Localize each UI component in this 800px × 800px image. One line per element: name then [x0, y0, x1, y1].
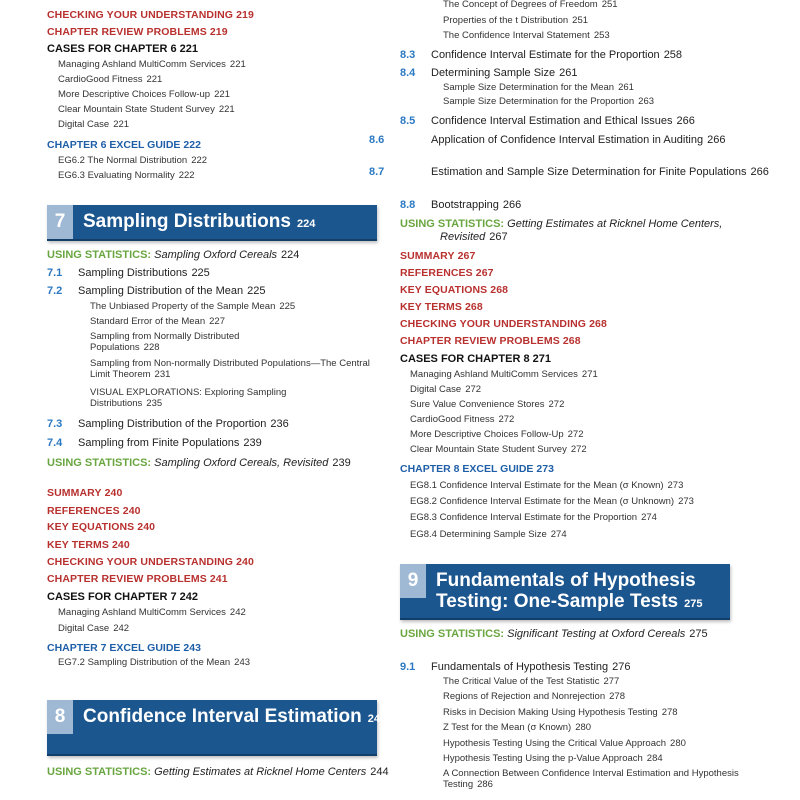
- chapter8-end-item-page: 267: [457, 250, 476, 262]
- section-8-8-number: 8.8: [400, 199, 416, 211]
- section-9-1-sub: [443, 769, 743, 791]
- case6-item: [58, 75, 162, 86]
- section-8-5-number: 8.5: [400, 115, 416, 127]
- section-9-1: [400, 661, 630, 674]
- section-8-8: [400, 199, 521, 212]
- chapter7-end-item-page: 241: [209, 573, 228, 585]
- excel8-item-label: EG8.1 Confidence Interval Estimate for the Mean (σ Known): [410, 480, 664, 491]
- cases-chapter-8: [400, 353, 551, 366]
- chapter7-end-item-label: CHECKING YOUR UNDERSTANDING: [47, 556, 234, 568]
- section-7-2-sub-label: Sampling from Normally Distributed Populations: [90, 331, 240, 353]
- excel-guide-8: [400, 463, 554, 475]
- section-8-6-number: 8.6: [369, 134, 385, 146]
- chapter8-end-item: [400, 335, 581, 347]
- excel8-item-label: EG8.2 Confidence Interval Estimate for the Mean (σ Unknown): [410, 496, 675, 507]
- chapter-8-banner-title-block: [83, 706, 403, 730]
- using-statistics-8-revisited-title: Getting Estimates at Ricknel Home Centers, Revisited: [440, 218, 723, 243]
- case6-item-page: 221: [229, 59, 246, 70]
- chapter7-end-item: [47, 573, 228, 585]
- chapter-9-banner-number: 9: [400, 564, 426, 598]
- case8-item: [410, 430, 584, 441]
- chapter7-end-item-label: REFERENCES: [47, 505, 120, 517]
- using-statistics-8-revisited: [400, 218, 760, 243]
- section-9-1-sub-page: 278: [661, 707, 678, 718]
- section-7-2-sub: [90, 359, 370, 381]
- section-9-1-sub-page: 286: [477, 778, 493, 790]
- section-8-5-page: 266: [676, 115, 695, 127]
- case8-item-label: CardioGood Fitness: [410, 414, 495, 425]
- cases-chapter-7: [47, 591, 198, 604]
- excel-guide-6-title: CHAPTER 6 EXCEL GUIDE: [47, 139, 181, 151]
- section-7-4: [47, 437, 262, 450]
- section-7-1-page: 225: [191, 267, 210, 279]
- chapter7-end-item-page: 240: [137, 521, 156, 533]
- section-7-2-sub-label: Standard Error of the Mean: [90, 316, 206, 327]
- section-7-4-number: 7.4: [47, 437, 63, 449]
- case8-item-page: 272: [465, 384, 482, 395]
- case8-item: [410, 370, 598, 381]
- excel8-item-page: 274: [550, 529, 567, 540]
- section-8-2-sub: [443, 16, 588, 27]
- section-8-5: [400, 115, 695, 128]
- chapter-9-banner-title-block: [436, 570, 756, 615]
- excel8-item-page: 273: [667, 480, 684, 491]
- section-8-7-number: 8.7: [369, 166, 385, 178]
- chapter-7-banner-number: 7: [47, 205, 73, 239]
- section-8-4-sub: [443, 97, 654, 108]
- excel7-item: [58, 658, 250, 669]
- excel-guide-6-page: 222: [183, 139, 201, 151]
- chapter7-end-item-label: KEY EQUATIONS: [47, 521, 135, 533]
- section-8-4-sub: [443, 83, 634, 94]
- section-9-1-sub-label: Risks in Decision Making Using Hypothesis Testing: [443, 707, 658, 718]
- section-8-4-sub-page: 261: [618, 82, 634, 93]
- section-9-1-sub-page: 277: [603, 676, 620, 687]
- using-statistics-9-page: 275: [689, 628, 708, 640]
- chapter8-end-item-page: 268: [589, 318, 607, 330]
- case8-item-page: 271: [581, 369, 598, 380]
- case7-item: [58, 608, 246, 619]
- chapter8-end-item-label: KEY TERMS: [400, 301, 462, 313]
- chapter-8-banner-page: 244: [367, 713, 387, 725]
- section-8-3-page: 258: [663, 49, 683, 61]
- case8-item: [410, 385, 481, 396]
- section-8-6-page: 266: [707, 134, 726, 146]
- section-7-2-sub-page: 225: [279, 301, 296, 312]
- checking-understanding-6-page: 219: [236, 9, 254, 21]
- section-8-2-sub-label: The Concept of Degrees of Freedom: [443, 0, 598, 10]
- case8-item-label: More Descriptive Choices Follow-Up: [410, 429, 564, 440]
- section-9-1-sub-page: 280: [575, 722, 592, 733]
- excel8-item: [410, 530, 567, 541]
- case6-item-page: 221: [214, 89, 230, 100]
- cases-chapter-6: [47, 43, 198, 56]
- case8-item: [410, 400, 564, 411]
- chapter8-end-item-page: 268: [464, 301, 483, 313]
- section-9-1-sub-label: Z Test for the Mean (σ Known): [443, 722, 572, 733]
- excel8-item: [410, 481, 683, 492]
- case8-item-page: 272: [548, 399, 565, 410]
- section-7-2-sub-page: 235: [146, 397, 163, 409]
- section-8-4-sub-label: Sample Size Determination for the Proportion: [443, 96, 635, 107]
- excel6-item-page: 222: [191, 155, 208, 166]
- section-8-2-sub-label: The Confidence Interval Statement: [443, 30, 590, 41]
- chapter8-end-item-label: REFERENCES: [400, 267, 473, 279]
- section-7-2-sub-label: The Unbiased Property of the Sample Mean: [90, 301, 276, 312]
- chapter8-end-item-label: SUMMARY: [400, 250, 455, 262]
- chapter-7-banner-title: Sampling Distributions: [83, 211, 291, 232]
- section-8-2-sub-page: 251: [601, 0, 618, 10]
- section-7-3-page: 236: [270, 418, 289, 430]
- section-8-5-title: Confidence Interval Estimation and Ethical Issues: [431, 115, 673, 127]
- chapter7-end-item: [47, 556, 254, 568]
- chapter7-end-item: [47, 505, 141, 517]
- case6-item-label: More Descriptive Choices Follow-up: [58, 89, 211, 100]
- chapter7-end-item: [47, 487, 122, 499]
- section-7-4-page: 239: [243, 437, 262, 449]
- case7-item-label: Managing Ashland MultiComm Services: [58, 607, 226, 618]
- section-8-4-number: 8.4: [400, 67, 416, 79]
- cases-chapter-8-page: 271: [532, 353, 551, 365]
- case6-item-page: 221: [218, 104, 235, 115]
- chapter8-end-item-label: KEY EQUATIONS: [400, 284, 488, 296]
- using-statistics-7: [47, 249, 299, 262]
- excel-guide-7-page: 243: [183, 642, 201, 654]
- section-8-2-sub-page: 253: [593, 30, 610, 41]
- cases-chapter-6-page: 221: [179, 43, 198, 55]
- chapter8-end-item: [400, 267, 494, 279]
- using-statistics-9-title: Significant Testing at Oxford Cereals: [507, 628, 686, 640]
- section-7-2-sub: [90, 302, 295, 313]
- case6-item-label: CardioGood Fitness: [58, 74, 143, 85]
- using-statistics-7-title: Sampling Oxford Cereals: [154, 249, 278, 261]
- section-9-1-sub-page: 284: [646, 753, 663, 764]
- section-9-1-sub: [443, 739, 686, 750]
- chapter-7-banner: [47, 205, 377, 241]
- chapter8-end-item-page: 268: [562, 335, 581, 347]
- excel8-item-page: 273: [678, 496, 694, 507]
- chapter-7-banner-page: 224: [296, 218, 316, 230]
- section-8-3-title: Confidence Interval Estimate for the Proportion: [431, 49, 660, 61]
- section-7-1-number: 7.1: [47, 267, 63, 279]
- section-8-2-sub-label: Properties of the t Distribution: [443, 15, 569, 26]
- section-7-2-title: Sampling Distribution of the Mean: [78, 285, 244, 297]
- section-8-3: [400, 49, 682, 62]
- cases-chapter-8-title: CASES FOR CHAPTER 8: [400, 353, 530, 365]
- section-7-2-sub: [90, 317, 225, 328]
- chapter7-end-item-label: KEY TERMS: [47, 539, 109, 551]
- chapter8-end-item-label: CHAPTER REVIEW PROBLEMS: [400, 335, 560, 347]
- section-9-1-sub-label: A Connection Between Confidence Interval Estimation and Hypothesis Testing: [443, 768, 739, 790]
- chapter7-end-item-page: 240: [104, 487, 123, 499]
- excel6-item-label: EG6.2 The Normal Distribution: [58, 155, 188, 166]
- section-9-1-sub-label: Regions of Rejection and Nonrejection: [443, 691, 606, 702]
- case8-item-label: Sure Value Convenience Stores: [410, 399, 545, 410]
- cases-chapter-6-title: CASES FOR CHAPTER 6: [47, 43, 177, 55]
- using-statistics-7-revisited-label: USING STATISTICS:: [47, 457, 152, 469]
- section-8-7: [369, 166, 771, 179]
- case7-item-page: 242: [229, 607, 246, 618]
- section-7-2-sub-page: 228: [143, 341, 160, 353]
- using-statistics-8-revisited-label: USING STATISTICS:: [400, 218, 505, 230]
- chapter8-end-item-page: 268: [490, 284, 509, 296]
- section-7-2-sub: [90, 388, 320, 410]
- case6-item: [58, 60, 246, 71]
- case8-item-label: Clear Mountain State Student Survey: [410, 444, 567, 455]
- section-7-2-number: 7.2: [47, 285, 63, 297]
- section-8-2-sub: [443, 31, 610, 42]
- section-8-4-sub-page: 263: [638, 96, 655, 107]
- chapter-review-problems-6-page: 219: [209, 26, 228, 38]
- section-8-4-title: Determining Sample Size: [431, 67, 556, 79]
- excel8-item-label: EG8.4 Determining Sample Size: [410, 529, 547, 540]
- chapter7-end-item-label: SUMMARY: [47, 487, 102, 499]
- section-9-1-number: 9.1: [400, 661, 416, 673]
- section-8-8-title: Bootstrapping: [431, 199, 499, 211]
- chapter8-end-item-label: CHECKING YOUR UNDERSTANDING: [400, 318, 587, 330]
- section-9-1-sub-page: 280: [670, 738, 686, 749]
- excel-guide-7-title: CHAPTER 7 EXCEL GUIDE: [47, 642, 181, 654]
- using-statistics-8-revisited-page: 267: [489, 230, 508, 243]
- section-7-3-number: 7.3: [47, 418, 63, 430]
- checking-understanding-6: [47, 9, 254, 21]
- excel8-item: [410, 497, 694, 508]
- case7-item-page: 242: [113, 623, 130, 634]
- case6-item-label: Clear Mountain State Student Survey: [58, 104, 215, 115]
- section-7-1: [47, 267, 210, 280]
- excel-guide-8-page: 273: [536, 463, 554, 475]
- section-7-2-sub-page: 231: [154, 368, 171, 380]
- chapter8-end-item: [400, 318, 607, 330]
- using-statistics-8: [47, 766, 407, 779]
- chapter7-end-item-page: 240: [111, 539, 130, 551]
- chapter-8-banner-number: 8: [47, 700, 73, 734]
- chapter-7-banner-title-block: [83, 205, 315, 241]
- excel6-item: [58, 171, 195, 182]
- chapter8-end-item: [400, 250, 475, 262]
- chapter-9-banner-title: Fundamentals of Hypothesis Testing: One-Sample Tests: [436, 570, 696, 612]
- section-9-1-sub: [443, 754, 663, 765]
- cases-chapter-7-title: CASES FOR CHAPTER 7: [47, 591, 177, 603]
- case8-item: [410, 415, 514, 426]
- chapter7-end-item-label: CHAPTER REVIEW PROBLEMS: [47, 573, 207, 585]
- excel7-item-label: EG7.2 Sampling Distribution of the Mean: [58, 657, 231, 668]
- using-statistics-8-page: 244: [370, 766, 389, 778]
- section-8-4-sub-label: Sample Size Determination for the Mean: [443, 82, 615, 93]
- case7-item: [58, 624, 129, 635]
- section-8-4: [400, 67, 577, 80]
- using-statistics-7-revisited: [47, 457, 357, 470]
- chapter7-end-item-page: 240: [236, 556, 254, 568]
- case6-item-page: 221: [146, 74, 163, 85]
- section-9-1-title: Fundamentals of Hypothesis Testing: [431, 661, 609, 673]
- excel8-item: [410, 513, 657, 524]
- case8-item-label: Digital Case: [410, 384, 462, 395]
- case6-item-label: Digital Case: [58, 119, 110, 130]
- excel6-item-page: 222: [178, 170, 195, 181]
- chapter8-end-item: [400, 284, 508, 296]
- chapter-8-banner: [47, 700, 387, 756]
- excel7-item-page: 243: [234, 657, 251, 668]
- checking-understanding-6-label: CHECKING YOUR UNDERSTANDING: [47, 9, 234, 21]
- case6-item: [58, 120, 129, 131]
- section-8-3-number: 8.3: [400, 49, 416, 61]
- using-statistics-7-revisited-title: Sampling Oxford Cereals, Revisited: [154, 457, 329, 469]
- section-9-1-sub: [443, 692, 625, 703]
- section-8-6: [369, 134, 751, 147]
- chapter-8-banner-title: Confidence Interval Estimation: [83, 706, 362, 727]
- excel6-item-label: EG6.3 Evaluating Normality: [58, 170, 175, 181]
- section-7-2-sub-label: VISUAL EXPLORATIONS: Exploring Sampling Distributions: [90, 387, 287, 409]
- using-statistics-7-page: 224: [281, 249, 300, 261]
- section-9-1-sub-label: Hypothesis Testing Using the p-Value Approach: [443, 753, 643, 764]
- excel-guide-6: [47, 139, 201, 151]
- using-statistics-9-label: USING STATISTICS:: [400, 628, 505, 640]
- section-8-2-sub: [443, 0, 618, 11]
- case8-item-page: 272: [498, 414, 515, 425]
- using-statistics-8-label: USING STATISTICS:: [47, 766, 152, 778]
- section-8-7-title: Estimation and Sample Size Determination for Finite Populations: [431, 166, 747, 178]
- case8-item-label: Managing Ashland MultiComm Services: [410, 369, 578, 380]
- chapter-review-problems-6-label: CHAPTER REVIEW PROBLEMS: [47, 26, 207, 38]
- case8-item-page: 272: [570, 444, 587, 455]
- case6-item: [58, 90, 230, 101]
- section-9-1-sub-label: Hypothesis Testing Using the Critical Value Approach: [443, 738, 667, 749]
- section-7-1-title: Sampling Distributions: [78, 267, 188, 279]
- section-9-1-sub: [443, 677, 619, 688]
- section-7-2-sub: [90, 332, 290, 354]
- case6-item: [58, 105, 235, 116]
- excel8-item-label: EG8.3 Confidence Interval Estimate for the Proportion: [410, 512, 638, 523]
- using-statistics-7-revisited-page: 239: [332, 457, 351, 469]
- case8-item: [410, 445, 587, 456]
- section-9-1-sub-label: The Critical Value of the Test Statistic: [443, 676, 600, 687]
- chapter7-end-item: [47, 539, 130, 551]
- section-9-1-sub: [443, 708, 678, 719]
- excel-guide-7: [47, 642, 201, 654]
- chapter7-end-item: [47, 521, 155, 533]
- section-8-2-sub-page: 251: [572, 15, 589, 26]
- section-7-2: [47, 285, 265, 298]
- section-7-2-page: 225: [247, 285, 266, 297]
- section-8-4-page: 261: [559, 67, 578, 79]
- case6-item-label: Managing Ashland MultiComm Services: [58, 59, 226, 70]
- chapter-9-banner: [400, 564, 730, 620]
- excel8-item-page: 274: [641, 512, 657, 523]
- case6-item-page: 221: [113, 119, 130, 130]
- case8-item-page: 272: [567, 429, 584, 440]
- section-7-2-sub-label: Sampling from Non-normally Distributed Populations—The Central Limit Theorem: [90, 358, 370, 380]
- excel6-item: [58, 156, 207, 167]
- using-statistics-7-label: USING STATISTICS:: [47, 249, 152, 261]
- using-statistics-8-title: Getting Estimates at Ricknel Home Centers: [154, 766, 367, 778]
- chapter8-end-item: [400, 301, 483, 313]
- chapter-review-problems-6: [47, 26, 228, 38]
- using-statistics-9: [400, 628, 740, 641]
- section-8-8-page: 266: [502, 199, 522, 211]
- section-9-1-sub: [443, 723, 591, 734]
- case7-item-label: Digital Case: [58, 623, 110, 634]
- chapter7-end-item-page: 240: [122, 505, 141, 517]
- section-8-7-page: 266: [750, 166, 769, 178]
- section-7-2-sub-page: 227: [209, 316, 225, 327]
- chapter-9-banner-page: 275: [684, 598, 703, 610]
- section-7-3: [47, 418, 289, 431]
- section-7-3-title: Sampling Distribution of the Proportion: [78, 418, 267, 430]
- excel-guide-8-title: CHAPTER 8 EXCEL GUIDE: [400, 463, 534, 475]
- section-7-4-title: Sampling from Finite Populations: [78, 437, 240, 449]
- section-8-6-title: Application of Confidence Interval Estimation in Auditing: [431, 134, 704, 146]
- chapter8-end-item-page: 267: [475, 267, 494, 279]
- cases-chapter-7-page: 242: [179, 591, 198, 603]
- section-9-1-sub-page: 278: [609, 691, 625, 702]
- section-9-1-page: 276: [612, 661, 631, 673]
